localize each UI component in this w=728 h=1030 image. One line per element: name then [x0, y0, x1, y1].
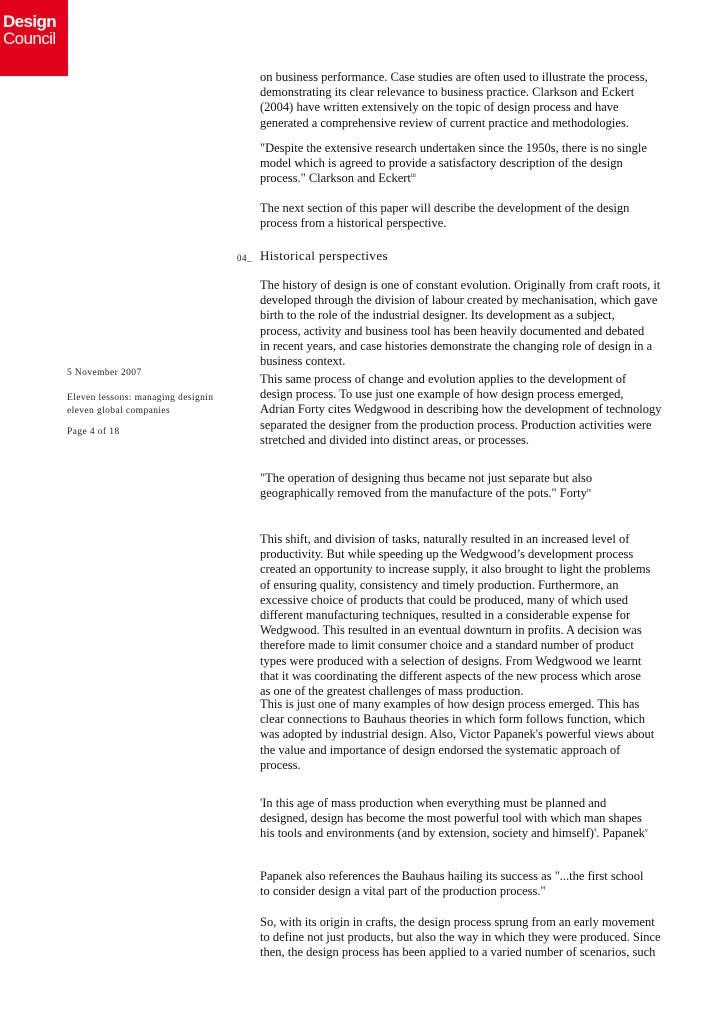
text-line: This is just one of many examples of how design process emerged. This has [260, 697, 640, 711]
paragraph [260, 372, 690, 448]
text-line: Papanek also references the Bauhaus hailing its success as "...the first school [260, 869, 644, 883]
text-line: process, activity and business tool has been heavily documented and debated [260, 323, 645, 338]
text-line: This shift, and division of tasks, naturally resulted in an increased level of [260, 532, 630, 546]
text-line [260, 486, 690, 501]
logo-line-1: Design [3, 12, 57, 31]
paragraph [260, 796, 690, 842]
text-line: excessive choice of products that could be produced, many of which used [260, 592, 628, 607]
text-line: on business performance. Case studies are often used to illustrate the process, [260, 70, 648, 84]
text-line: stretched and divided into distinct areas, or processes. [260, 432, 530, 447]
paragraph [260, 471, 690, 501]
text-line: types were produced with a selection of designs. From Wedgwood we learnt [260, 653, 642, 668]
paragraph [260, 915, 690, 961]
text-line: therefore made to limit consumer choice and a standard number of product [260, 638, 634, 653]
text-line [260, 171, 690, 186]
text-line: "The operation of designing thus became not just separate but also [260, 471, 593, 485]
text-line: The next section of this paper will describe the development of the design [260, 201, 630, 215]
text-line: 'In this age of mass production when everything must be planned and [260, 796, 607, 810]
logo-line-2: Council [3, 29, 56, 48]
section-title: Historical perspectives [260, 248, 388, 263]
page-number: Page 4 of 18 [67, 427, 120, 437]
footnote-marker: iv [586, 488, 592, 495]
text-line: process. [260, 757, 301, 772]
text-line: design process. To use just one example of how design process emerged, [260, 387, 624, 402]
text-line: "Despite the extensive research undertaken since the 1950s, there is no single [260, 141, 647, 155]
paragraph [260, 141, 690, 187]
document-title-line-2: eleven global companies [67, 406, 171, 416]
text-line: process from a historical perspective. [260, 216, 447, 231]
text-line: designed, design has become the most powerful tool with which man shapes [260, 811, 642, 826]
text-line: as one of the greatest challenges of mass production. [260, 684, 524, 699]
paragraph [260, 201, 690, 231]
text-line: to consider design a vital part of the production process." [260, 884, 546, 899]
text-line: separated the designer from the production process. Production activities were [260, 417, 652, 432]
text-line [260, 826, 690, 841]
section-number: 04_ [237, 253, 252, 263]
document-title-line-1: Eleven lessons: managing designin [67, 393, 214, 403]
text-line-content: his tools and environments (and by extension, society and himself)'. Papanek [260, 826, 645, 841]
text-line: business context. [260, 354, 346, 369]
text-line: demonstrating its clear relevance to business practice. Clarkson and Eckert [260, 85, 635, 100]
text-line: productivity. But while speeding up the Wedgwood’s development process [260, 547, 634, 562]
text-line: generated a comprehensive review of current practice and methodologies. [260, 115, 629, 130]
text-line: created an opportunity to increase supply, it also brought to light the problems [260, 562, 651, 577]
text-line-content: process." Clarkson and Eckert [260, 171, 411, 186]
paragraph [260, 278, 690, 369]
paragraph [260, 532, 690, 699]
text-line: the value and importance of design endorsed the systematic approach of [260, 742, 621, 757]
text-line: was adopted by industrial design. Also, Victor Papanek's powerful views about [260, 727, 655, 742]
text-line: Wedgwood. This resulted in an eventual downturn in profits. A decision was [260, 623, 642, 638]
text-line: of ensuring quality, consistency and timely production. Furthermore, an [260, 577, 619, 592]
footnote-marker: iii [410, 173, 416, 180]
design-council-logo [0, 0, 68, 76]
footnote-marker: v [644, 828, 648, 835]
paragraph [260, 869, 690, 899]
text-line: The history of design is one of constant evolution. Originally from craft roots, it [260, 278, 661, 292]
text-line: So, with its origin in crafts, the design process sprung from an early movement [260, 915, 655, 929]
text-line: (2004) have written extensively on the topic of design process and have [260, 100, 619, 115]
text-line: that it was coordinating the different aspects of the new process which arose [260, 668, 641, 683]
document-date: 5 November 2007 [67, 368, 142, 378]
paragraph [260, 697, 690, 773]
text-line-content: geographically removed from the manufacture of the pots." Forty [260, 486, 587, 501]
text-line: in recent years, and case histories demonstrate the changing role of design in a [260, 338, 653, 353]
text-line: clear connections to Bauhaus theories in which form follows function, which [260, 712, 645, 727]
text-line: to define not just products, but also the way in which they were produced. Since [260, 930, 661, 945]
text-line: model which is agreed to provide a satisfactory description of the design [260, 156, 623, 171]
text-line: birth to the role of the industrial designer. Its development as a subject, [260, 308, 615, 323]
text-line: developed through the division of labour created by mechanisation, which gave [260, 293, 658, 308]
text-line: Adrian Forty cites Wedgwood in describing how the development of technology [260, 402, 662, 417]
text-line: then, the design process has been applied to a varied number of scenarios, such [260, 945, 656, 960]
text-line: This same process of change and evolution applies to the development of [260, 372, 627, 386]
text-line: different manufacturing techniques, resulted in a considerable expense for [260, 608, 631, 623]
paragraph [260, 70, 690, 131]
